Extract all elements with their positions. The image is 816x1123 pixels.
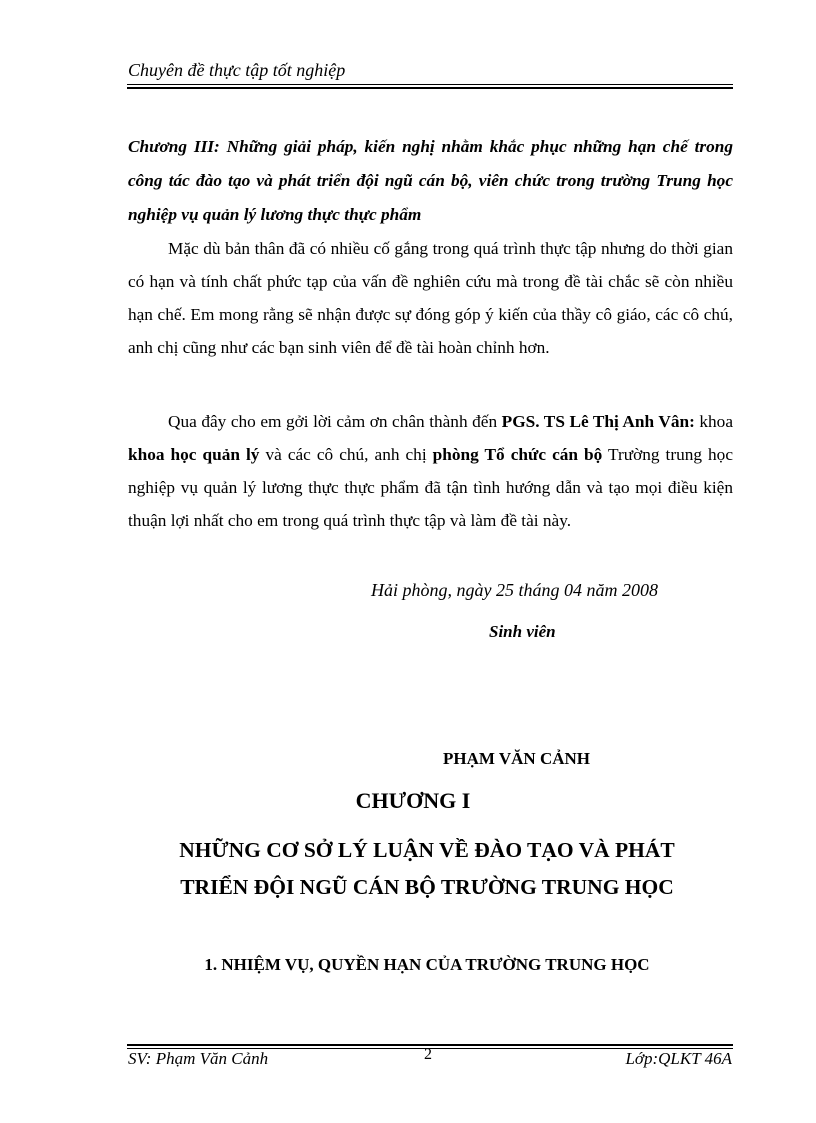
paragraph-acknowledgement-limitations: Mặc dù bản thân đã có nhiều cố gắng trong quá trình thực tập nhưng do thời gian có hạn và tính chất phức tạp của vấn đề nghiên cứu mà trong đề tài chắc sẽ còn nhiều hạn chế. Em mong rằng sẽ nhận được sự đóng góp ý kiến của thầy cô giáo, các cô chú, anh chị cũng như các bạn sinh viên để đề tài hoàn chỉnh hơn.	[128, 239, 733, 357]
thanks-text-1: Qua đây cho em gởi lời cảm ơn chân thành đến	[168, 412, 502, 431]
signature-place-date: Hải phòng, ngày 25 tháng 04 năm 2008	[371, 580, 658, 600]
footer-student: SV: Phạm Văn Cảnh	[128, 1049, 269, 1068]
page-number: 2	[424, 1046, 432, 1063]
footer-class: Lớp:QLKT 46A	[625, 1049, 732, 1068]
thanks-text-4: Trường trung học nghiệp vụ quản lý lương thực thực phẩm đã tận tình hướng dẫn và tạo mọi điều kiện thuận lợi nhất cho em trong quá trình thực tập và làm đề tài này.	[128, 445, 733, 530]
section1-heading: 1. NHIỆM VỤ, QUYỀN HẠN CỦA TRƯỜNG TRUNG HỌC	[204, 955, 650, 974]
signature-name: PHẠM VĂN CẢNH	[443, 749, 591, 768]
chapter1-label: CHƯƠNG I	[355, 788, 471, 813]
thanks-text-2: khoa	[694, 412, 733, 431]
chapter1-title-line1: NHỮNG CƠ SỞ LÝ LUẬN VỀ ĐÀO TẠO VÀ PHÁT	[179, 838, 675, 862]
chapter1-title-line2: TRIỂN ĐỘI NGŨ CÁN BỘ TRƯỜNG TRUNG HỌC	[180, 875, 674, 899]
running-header: Chuyên đề thực tập tốt nghiệp	[128, 60, 346, 80]
signature-role: Sinh viên	[489, 622, 556, 641]
thanks-text-3: và các cô chú, anh chị	[259, 445, 433, 464]
header-rule	[127, 84, 733, 89]
department-name: phòng Tổ chức cán bộ	[432, 445, 603, 464]
faculty-name: khoa học quản lý	[128, 445, 260, 464]
paragraph-thanks	[128, 405, 733, 537]
chapter3-heading: Chương III: Những giải pháp, kiến nghị nhằm khắc phục những hạn chế trong công tác đào tạo và phát triển đội ngũ cán bộ, viên chức trong trường Trung học nghiệp vụ quản lý lương thực thực phẩm	[128, 137, 733, 224]
advisor-name: PGS. TS Lê Thị Anh Vân:	[501, 412, 695, 431]
